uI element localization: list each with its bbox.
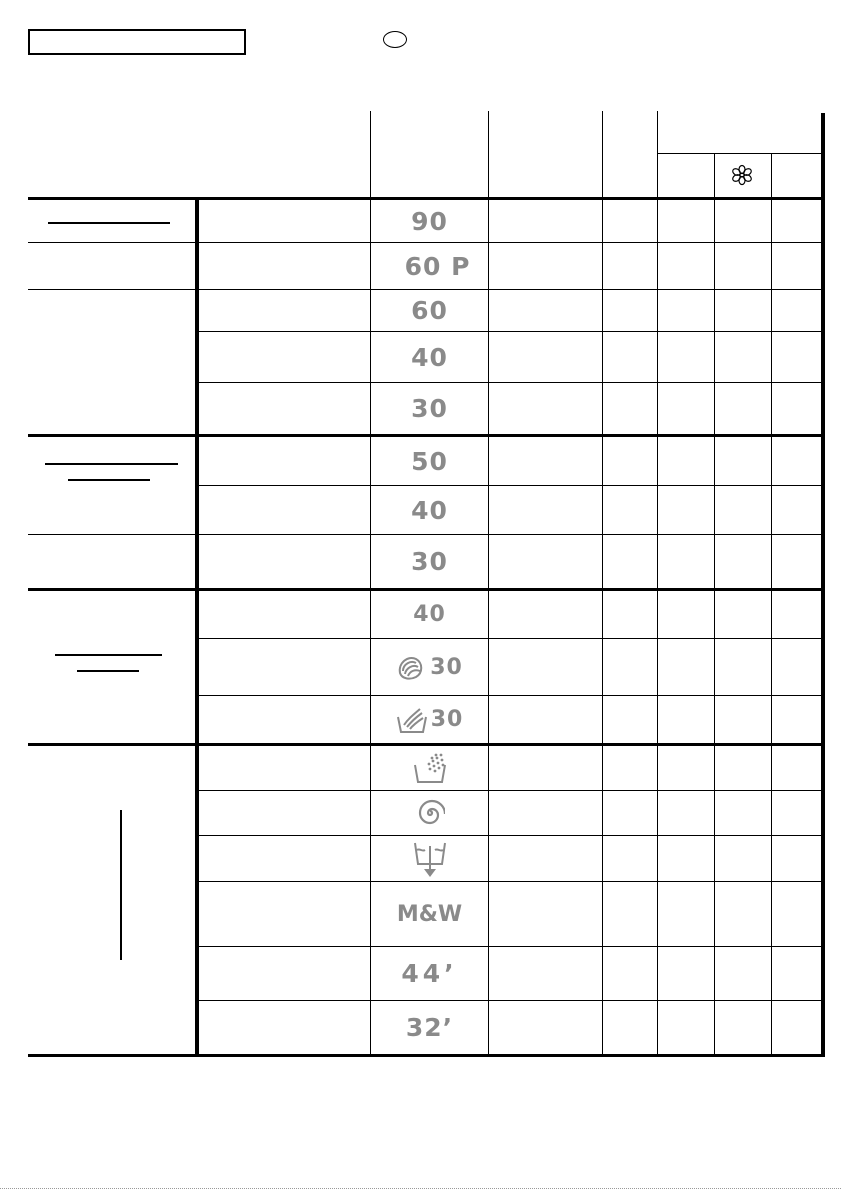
row-line-d <box>195 331 823 332</box>
table-bottom-border <box>28 1054 825 1057</box>
spin-spiral-icon <box>415 798 445 828</box>
row-line-i <box>195 790 823 791</box>
rinse-shower-icon <box>412 751 448 785</box>
program-drain <box>371 836 488 881</box>
wool-icon <box>396 653 426 681</box>
row-line-m <box>195 1000 823 1001</box>
row-line-e <box>195 382 823 383</box>
group-label-underline-3b <box>77 670 139 672</box>
group-label-underline-1 <box>48 222 170 224</box>
language-badge <box>383 31 407 48</box>
program-90: 90 <box>411 206 448 236</box>
program-60: 60 <box>411 296 448 325</box>
col-sep-2 <box>488 111 489 1056</box>
row-line-l <box>195 946 823 947</box>
hand-wash-icon <box>396 705 428 735</box>
page-bottom-edge <box>0 1188 841 1189</box>
program-30a: 30 <box>411 394 448 423</box>
row-line-g <box>195 638 823 639</box>
row-line-k <box>195 881 823 882</box>
group-col-border <box>195 198 199 1056</box>
header-label-box <box>28 29 246 55</box>
group-label-underline-2b <box>68 479 150 481</box>
program-30b: 30 <box>411 547 448 576</box>
program-40a: 40 <box>411 342 448 372</box>
group-label-underline-3a <box>55 654 162 656</box>
group-label-underline-2a <box>45 463 178 465</box>
row-line-h <box>195 695 823 696</box>
table-right-border <box>821 113 825 1057</box>
program-40b: 40 <box>411 495 448 525</box>
program-m-and-w: M&W <box>396 901 463 927</box>
row-line-j <box>195 835 823 836</box>
row-line-f <box>195 485 823 486</box>
header-subrow-line <box>657 153 823 154</box>
drain-icon <box>412 840 448 878</box>
program-50: 50 <box>411 446 448 476</box>
col-sep-4 <box>657 111 658 1056</box>
snowflake-icon <box>730 163 754 187</box>
program-60p: 60 P <box>404 251 471 281</box>
program-wool-30: 30 <box>371 639 488 695</box>
program-hand-wash-30: 30 <box>371 696 488 743</box>
program-32-min: 32’ <box>405 1013 454 1042</box>
col-sep-3 <box>602 111 603 1056</box>
program-44-min: 44’ <box>401 959 458 988</box>
program-rinse <box>371 746 488 790</box>
group-label-vertical-bar <box>120 810 122 960</box>
program-spin <box>371 791 488 835</box>
program-40c: 40 <box>413 602 446 627</box>
